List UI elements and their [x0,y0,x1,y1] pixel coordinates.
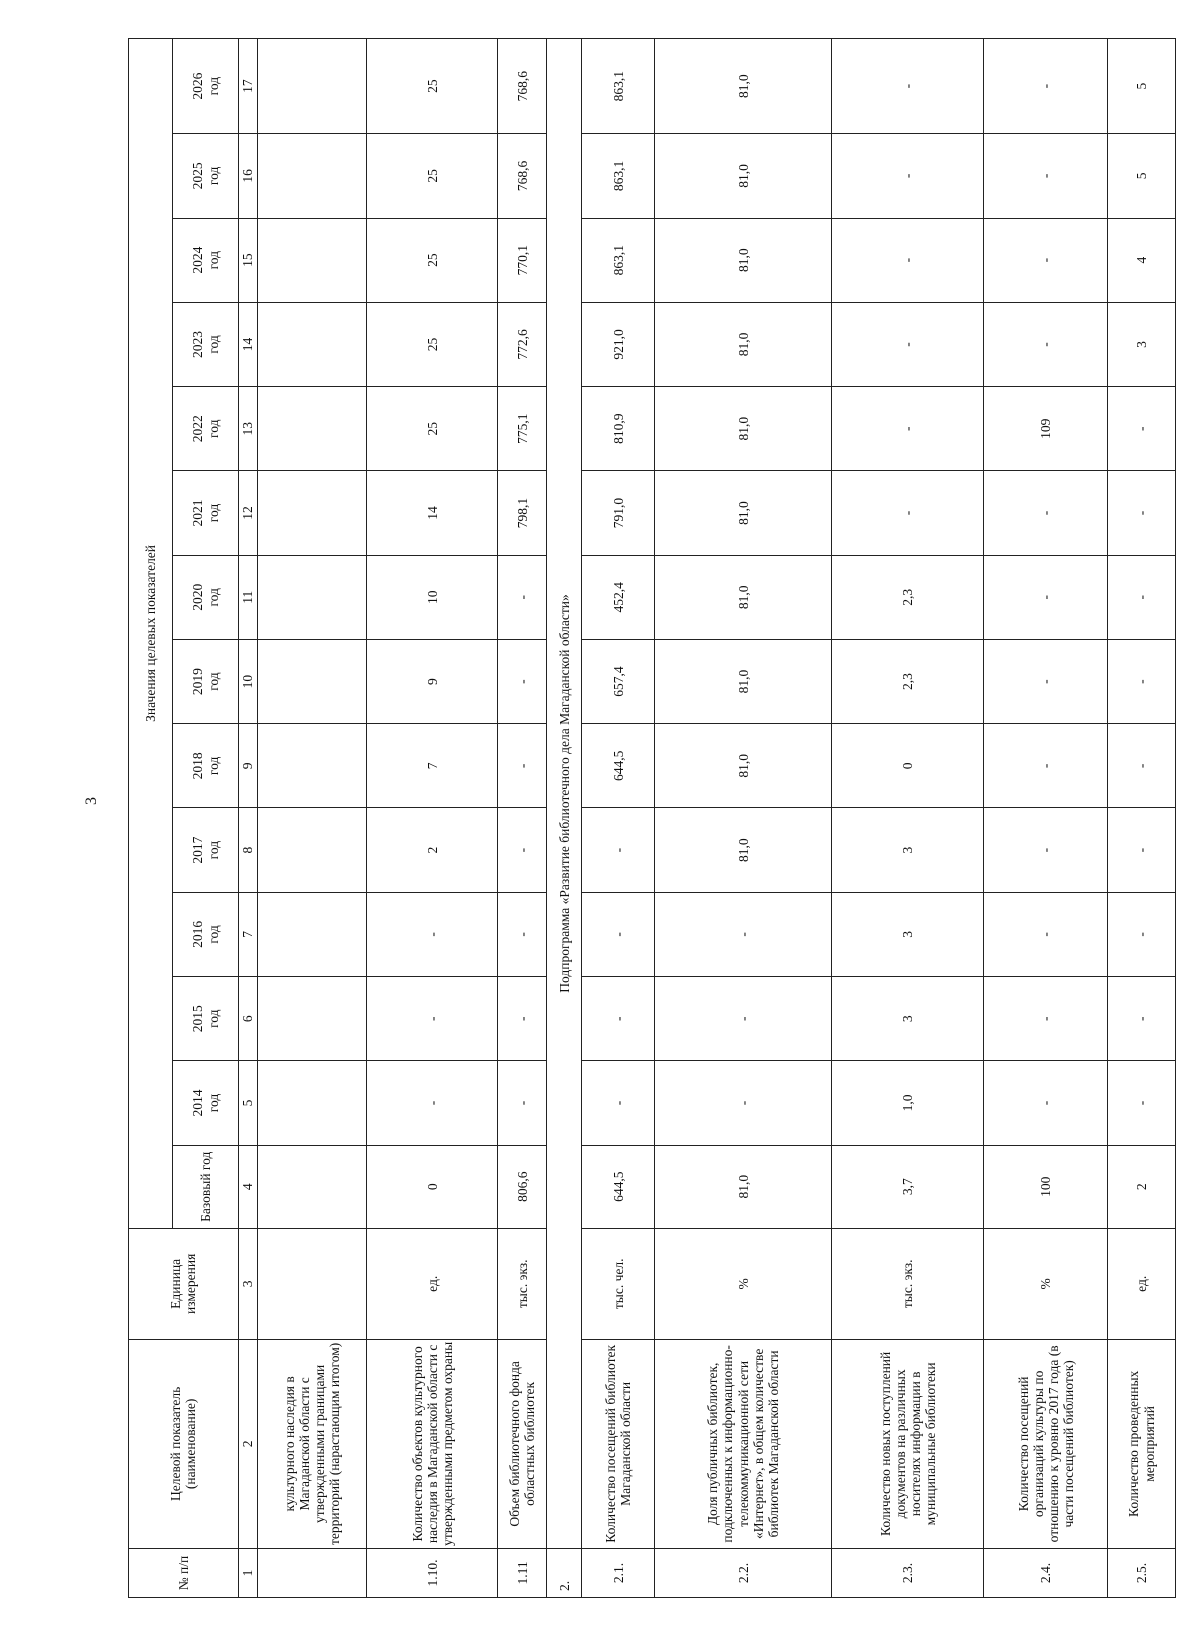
row-unit: % [984,1228,1108,1339]
row-value: - [498,724,547,808]
column-number: 17 [238,39,257,134]
row-value: - [1108,387,1176,471]
row-value: 772,6 [498,302,547,386]
column-number: 16 [238,134,257,218]
row-name: Количество посещений библиотек Магаданской области [582,1339,654,1548]
row-unit: % [654,1228,832,1339]
row-num [257,1548,367,1597]
subprogram-title: Подпрограмма «Развитие библиотечного дела Магаданской области» [547,39,582,1549]
row-name: Объем библиотечного фонда областных библиотек [498,1339,547,1548]
row-value: 2 [1108,1145,1176,1228]
row-value: - [1108,639,1176,723]
header-year: 2023 год [173,302,238,386]
row-value: - [984,724,1108,808]
row-value: 0 [367,1145,498,1228]
row-value: - [498,808,547,892]
row-value: - [1108,808,1176,892]
header-year: 2020 год [173,555,238,639]
row-value: 863,1 [582,134,654,218]
row-value: 81,0 [654,471,832,555]
row-value: - [582,1061,654,1145]
row-value: - [367,892,498,976]
row-value: - [984,39,1108,134]
row-value: - [367,977,498,1061]
row-value: - [984,977,1108,1061]
column-number-row [238,39,257,1598]
row-value: - [832,387,984,471]
row-name: Количество проведенных мероприятий [1108,1339,1176,1548]
row-value [257,1145,367,1228]
row-value: 768,6 [498,39,547,134]
row-value: - [1108,471,1176,555]
row-value: 81,0 [654,1145,832,1228]
row-value: 81,0 [654,302,832,386]
row-value: - [1108,724,1176,808]
row-value: 3 [832,892,984,976]
row-value: - [498,1061,547,1145]
row-value [257,387,367,471]
header-year: 2022 год [173,387,238,471]
row-value: 775,1 [498,387,547,471]
row-value: 2,3 [832,555,984,639]
indicators-table [128,38,1176,1598]
row-value: 81,0 [654,218,832,302]
row-value: 25 [367,39,498,134]
row-value: - [984,471,1108,555]
table-row [1108,39,1176,1598]
row-value: 14 [367,471,498,555]
row-value: 25 [367,218,498,302]
row-value: - [654,1061,832,1145]
row-value: 5 [1108,39,1176,134]
column-number: 13 [238,387,257,471]
table-row [654,39,832,1598]
header-year: 2017 год [173,808,238,892]
column-number: 4 [238,1145,257,1228]
column-number: 7 [238,892,257,976]
row-value: - [832,134,984,218]
header-year: 2024 год [173,218,238,302]
row-name: культурного наследия в Магаданской области с утвержденными границами территорий (нарастающим итогом) [257,1339,367,1548]
header-name: Целевой показатель (наименование) [129,1339,239,1548]
row-value: - [582,808,654,892]
row-value: 100 [984,1145,1108,1228]
header-year: 2018 год [173,724,238,808]
row-value [257,39,367,134]
row-value: 921,0 [582,302,654,386]
header-num: № п/п [129,1548,239,1597]
row-value: 3,7 [832,1145,984,1228]
row-unit [257,1228,367,1339]
row-value [257,724,367,808]
table-row [367,39,498,1598]
row-value: 452,4 [582,555,654,639]
row-value: - [498,555,547,639]
row-value [257,218,367,302]
column-number: 12 [238,471,257,555]
row-value: 81,0 [654,39,832,134]
row-value: 5 [1108,134,1176,218]
row-value: 81,0 [654,134,832,218]
column-number: 11 [238,555,257,639]
row-value: 2,3 [832,639,984,723]
row-unit: ед. [1108,1228,1176,1339]
row-value: 109 [984,387,1108,471]
table-row [498,39,547,1598]
row-value: 10 [367,555,498,639]
row-value: - [582,977,654,1061]
header-base-year: Базовый год [173,1145,238,1228]
row-name: Количество посещений организаций культуры по отношению к уровню 2017 года (в части посещений библиотек) [984,1339,1108,1548]
row-value [257,134,367,218]
row-num: 2.4. [984,1548,1108,1597]
row-num: 1.10. [367,1548,498,1597]
table-row [257,39,367,1598]
row-value: 9 [367,639,498,723]
row-unit: тыс. экз. [498,1228,547,1339]
row-unit: тыс. экз. [832,1228,984,1339]
row-value: - [984,218,1108,302]
column-number: 5 [238,1061,257,1145]
row-value [257,892,367,976]
row-value: 863,1 [582,39,654,134]
row-value: 791,0 [582,471,654,555]
row-value: - [498,639,547,723]
row-num: 1.11 [498,1548,547,1597]
row-value: - [832,471,984,555]
row-value: 863,1 [582,218,654,302]
row-value: - [984,134,1108,218]
row-name: Количество новых поступлений документов на различных носителях информации в муниципальные библиотеки [832,1339,984,1548]
row-value: 1,0 [832,1061,984,1145]
column-number: 6 [238,977,257,1061]
column-number: 9 [238,724,257,808]
column-number: 14 [238,302,257,386]
row-value: - [832,218,984,302]
header-year: 2015 год [173,977,238,1061]
row-unit: ед. [367,1228,498,1339]
row-value: - [984,808,1108,892]
row-value: 644,5 [582,1145,654,1228]
row-value: 0 [832,724,984,808]
row-value: - [984,892,1108,976]
row-value: - [1108,977,1176,1061]
column-number: 10 [238,639,257,723]
table-row [832,39,984,1598]
row-value [257,555,367,639]
header-year: 2019 год [173,639,238,723]
column-number: 8 [238,808,257,892]
row-unit: тыс. чел. [582,1228,654,1339]
row-value: 81,0 [654,555,832,639]
row-value: 81,0 [654,387,832,471]
row-value: 798,1 [498,471,547,555]
row-value: 25 [367,134,498,218]
row-num: 2.1. [582,1548,654,1597]
row-value: - [984,1061,1108,1145]
row-value [257,302,367,386]
header-year: 2026 год [173,39,238,134]
table-row [582,39,654,1598]
column-number: 3 [238,1228,257,1339]
row-value: 806,6 [498,1145,547,1228]
header-year: 2014 год [173,1061,238,1145]
row-value: - [1108,1061,1176,1145]
row-value: - [367,1061,498,1145]
row-value: - [498,977,547,1061]
column-number: 1 [238,1548,257,1597]
row-value [257,471,367,555]
row-value: 81,0 [654,724,832,808]
row-num: 2.2. [654,1548,832,1597]
row-value: - [1108,892,1176,976]
row-value: 768,6 [498,134,547,218]
row-value: - [984,555,1108,639]
column-number: 15 [238,218,257,302]
row-value: 3 [1108,302,1176,386]
row-value: 3 [832,808,984,892]
table-row [984,39,1108,1598]
header-unit: Единица измерения [129,1228,239,1339]
row-value: - [654,977,832,1061]
row-num: 2.5. [1108,1548,1176,1597]
header-year: 2021 год [173,471,238,555]
row-value: 4 [1108,218,1176,302]
row-value: - [984,302,1108,386]
row-value: - [654,892,832,976]
row-name: Количество объектов культурного наследия в Магаданской области с утвержденными предметом охраны [367,1339,498,1548]
subprogram-row [547,39,582,1598]
rotated-page [128,38,1176,1598]
header-values-title: Значения целевых показателей [129,39,173,1229]
row-value: 25 [367,302,498,386]
row-value: 81,0 [654,808,832,892]
row-value: 2 [367,808,498,892]
header-year: 2016 год [173,892,238,976]
row-value [257,639,367,723]
header-row-1 [129,39,173,1598]
subprogram-num: 2. [547,1548,582,1597]
row-num: 2.3. [832,1548,984,1597]
row-value: 644,5 [582,724,654,808]
header-year: 2025 год [173,134,238,218]
row-value [257,977,367,1061]
row-value: - [1108,555,1176,639]
row-value [257,808,367,892]
row-value: 25 [367,387,498,471]
row-value: - [832,39,984,134]
row-value [257,1061,367,1145]
row-value: 657,4 [582,639,654,723]
row-name: Доля публичных библиотек, подключенных к информационно-телекоммуникационной сети «Интернет», в общем количестве библиотек Магаданской области [654,1339,832,1548]
row-value: - [582,892,654,976]
row-value: - [984,639,1108,723]
row-value: 81,0 [654,639,832,723]
row-value: 3 [832,977,984,1061]
row-value: - [832,302,984,386]
row-value: - [498,892,547,976]
row-value: 810,9 [582,387,654,471]
page-number: 3 [83,797,100,805]
column-number: 2 [238,1339,257,1548]
row-value: 770,1 [498,218,547,302]
row-value: 7 [367,724,498,808]
